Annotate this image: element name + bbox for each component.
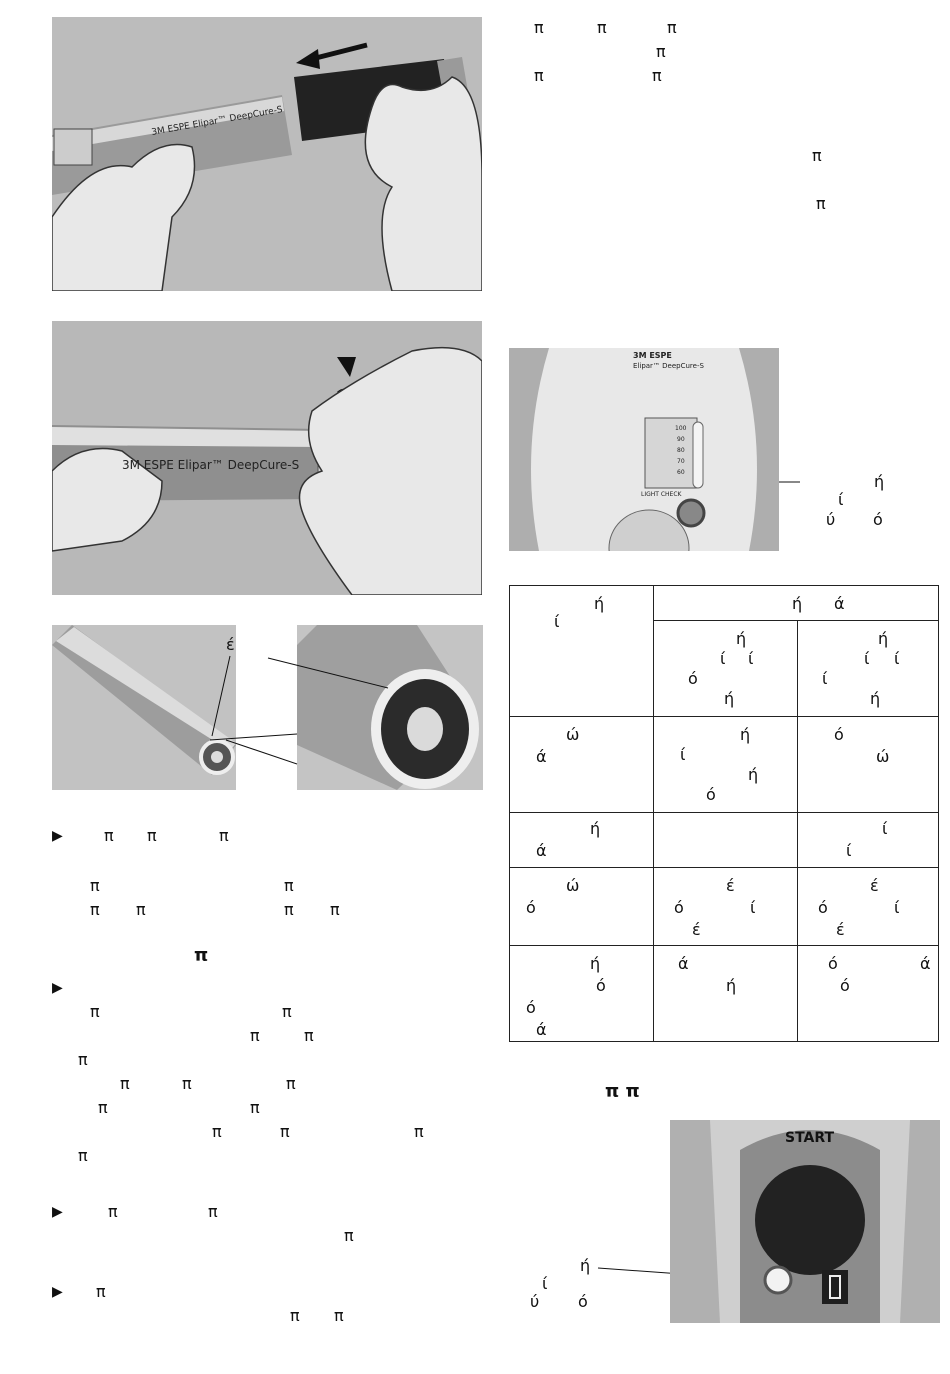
cell-glyph: ή: [878, 629, 889, 648]
table-cell-r3c0: [510, 813, 654, 868]
cell-glyph: έ: [692, 920, 701, 939]
fig4-callout-2: ί: [838, 490, 844, 509]
table-cell-r2c1: [654, 717, 798, 813]
left-glyph: π: [334, 1306, 344, 1325]
left-glyph: π: [147, 826, 157, 845]
cell-glyph: ί: [748, 649, 754, 668]
left-glyph: π: [98, 1098, 108, 1117]
right-glyph: π: [656, 42, 666, 61]
table-cell-r5c2: [798, 946, 939, 1042]
table-cell-r1c1: [654, 621, 798, 717]
cell-glyph: ή: [870, 689, 881, 708]
table-cell-r0c0: [510, 586, 654, 717]
figure-2-brand: 3M ESPE Elipar™ DeepCure-S: [122, 458, 300, 472]
fig4-callout-3: ύ: [826, 510, 836, 529]
meter-scale-100: 100: [675, 425, 687, 432]
left-glyph: π: [284, 900, 294, 919]
cell-glyph: ί: [846, 841, 852, 860]
cell-glyph: ά: [678, 954, 689, 973]
right-glyph: π: [597, 18, 607, 37]
right-glyph: π: [812, 146, 822, 165]
figure-start-button: [670, 1120, 940, 1323]
left-glyph: π: [208, 1202, 218, 1221]
left-glyph: π: [344, 1226, 354, 1245]
fig4-callout-4: ό: [873, 510, 883, 529]
cell-glyph: ί: [554, 612, 560, 631]
cell-glyph: ί: [882, 819, 888, 838]
bullet-arrow-4: ▶: [52, 1284, 63, 1300]
left-glyph: π: [78, 1146, 88, 1165]
cell-glyph: ό: [596, 976, 606, 995]
cell-glyph: ό: [688, 669, 698, 688]
cell-glyph: ό: [834, 725, 844, 744]
left-glyph: π: [284, 876, 294, 895]
cell-glyph: ή: [724, 689, 735, 708]
cell-glyph: ή: [590, 954, 601, 973]
left-glyph: π: [136, 900, 146, 919]
table-cell-r2c0: [510, 717, 654, 813]
left-glyph: π: [219, 826, 229, 845]
cell-glyph: ά: [536, 1020, 547, 1039]
cell-glyph: ώ: [566, 876, 580, 895]
cell-glyph: ά: [536, 747, 547, 766]
meter-scale-80: 80: [677, 447, 685, 454]
cell-glyph: έ: [870, 876, 879, 895]
figure-start-button-drawing: [670, 1120, 940, 1323]
left-glyph: π: [182, 1074, 192, 1093]
table-cell-r3c2: [798, 813, 939, 868]
left-glyph: π: [286, 1074, 296, 1093]
fig5-callout-2: ί: [542, 1274, 548, 1293]
figure-4-brand: 3M ESPE: [633, 351, 672, 360]
cell-glyph: έ: [726, 876, 735, 895]
fig4-callout-1: ή: [874, 472, 885, 491]
left-glyph: π: [280, 1122, 290, 1141]
figure-light-check-meter-drawing: [509, 348, 779, 551]
cell-glyph: ί: [894, 649, 900, 668]
left-glyph: π: [250, 1026, 260, 1045]
cell-glyph: ή: [726, 976, 737, 995]
cell-glyph: ό: [706, 785, 716, 804]
left-glyph: π: [330, 900, 340, 919]
cell-glyph: ή: [736, 629, 747, 648]
left-heading: π: [194, 945, 209, 966]
cell-glyph: ό: [828, 954, 838, 973]
cell-glyph: ά: [920, 954, 931, 973]
cell-glyph: ί: [822, 669, 828, 688]
table-cell-r2c2: [798, 717, 939, 813]
left-glyph: π: [90, 1002, 100, 1021]
bullet-arrow-3: ▶: [52, 1204, 63, 1220]
left-glyph: π: [304, 1026, 314, 1045]
fig5-callout-4: ό: [578, 1292, 588, 1311]
cell-glyph: ώ: [566, 725, 580, 744]
cell-glyph: ή: [594, 594, 605, 613]
meter-scale-90: 90: [677, 436, 685, 443]
figure-3-label: έ: [226, 635, 235, 654]
cell-glyph: ί: [680, 745, 686, 764]
cell-glyph: ί: [720, 649, 726, 668]
right-glyph: π: [534, 66, 544, 85]
figure-1-brand: 3M ESPE Elipar™ DeepCure-S: [150, 105, 284, 138]
bullet-arrow-1: ▶: [52, 828, 63, 844]
table-cell-r3c1: [654, 813, 798, 868]
right-glyph: π: [652, 66, 662, 85]
fig5-callout-1: ή: [580, 1256, 591, 1275]
cell-glyph: ό: [818, 898, 828, 917]
left-glyph: π: [414, 1122, 424, 1141]
start-label: START: [785, 1130, 835, 1146]
left-glyph: π: [282, 1002, 292, 1021]
cell-glyph: ό: [526, 898, 536, 917]
cell-glyph: ή: [740, 725, 751, 744]
left-glyph: π: [250, 1098, 260, 1117]
cell-glyph: ό: [674, 898, 684, 917]
left-glyph: π: [108, 1202, 118, 1221]
left-glyph: π: [120, 1074, 130, 1093]
right-glyph: π: [667, 18, 677, 37]
cell-glyph: ό: [840, 976, 850, 995]
left-glyph: π: [90, 900, 100, 919]
left-glyph: π: [104, 826, 114, 845]
left-glyph: π: [290, 1306, 300, 1325]
table-cell-r5c1: [654, 946, 798, 1042]
cell-glyph: ή: [590, 819, 601, 838]
right-glyph: π: [816, 194, 826, 213]
bullet-arrow-2: ▶: [52, 980, 63, 996]
cell-glyph: ί: [750, 898, 756, 917]
cell-glyph: ό: [526, 998, 536, 1017]
right-heading: π π: [605, 1081, 640, 1102]
cell-glyph: ί: [864, 649, 870, 668]
table-header: [654, 586, 939, 621]
right-glyph: π: [534, 18, 544, 37]
left-glyph: π: [78, 1050, 88, 1069]
cell-glyph: έ: [836, 920, 845, 939]
left-glyph: π: [212, 1122, 222, 1141]
cell-glyph: ώ: [876, 747, 890, 766]
cell-glyph: ά: [834, 594, 845, 613]
status-table: [509, 585, 939, 1042]
cell-glyph: ή: [748, 765, 759, 784]
table-cell-r4c1: [654, 868, 798, 946]
table-cell-r1c2: [798, 621, 939, 717]
figure-4-model: Elipar™ DeepCure-S: [633, 362, 704, 370]
cell-glyph: ή: [792, 594, 803, 613]
table-cell-r4c0: [510, 868, 654, 946]
figure-light-check-meter: [509, 348, 779, 551]
light-check-label: LIGHT CHECK: [641, 491, 682, 498]
cell-glyph: ί: [894, 898, 900, 917]
meter-scale-70: 70: [677, 458, 685, 465]
left-glyph: π: [90, 876, 100, 895]
left-glyph: π: [96, 1282, 106, 1301]
fig5-callout-3: ύ: [530, 1292, 540, 1311]
meter-scale-60: 60: [677, 469, 685, 476]
table-cell-r4c2: [798, 868, 939, 946]
table-cell-r5c0: [510, 946, 654, 1042]
cell-glyph: ά: [536, 841, 547, 860]
